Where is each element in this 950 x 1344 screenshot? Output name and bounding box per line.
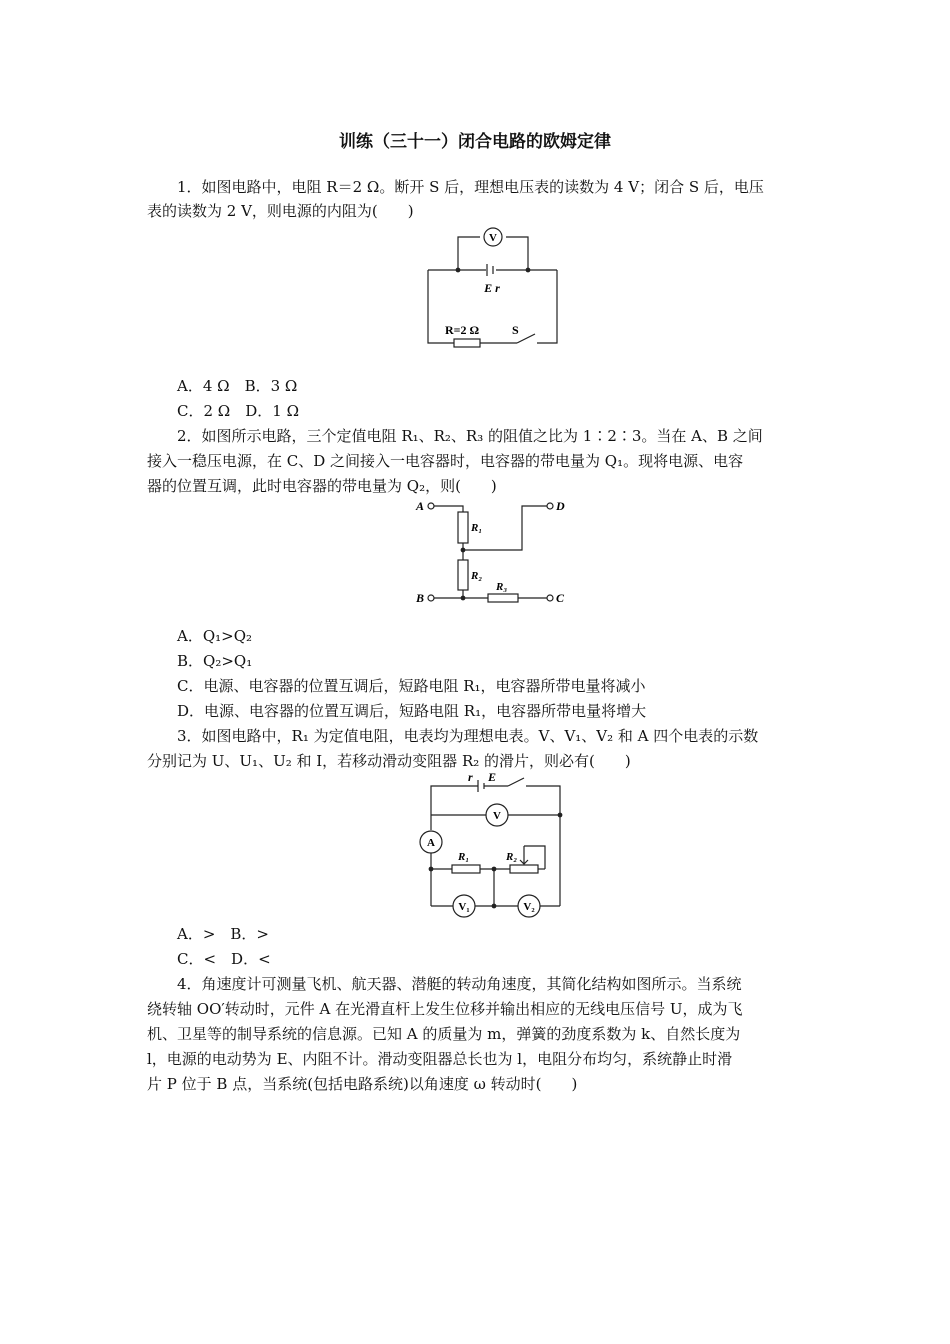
q3-stem-line2: 分别记为 U、U₁、U₂ 和 I，若移动滑动变阻器 R₂ 的滑片，则必有( ) bbox=[147, 752, 631, 770]
q1-voltmeter-label: V bbox=[489, 232, 497, 244]
q2-r2-label: R₂ bbox=[471, 570, 483, 582]
q2-stem-line1: 2．如图所示电路，三个定值电阻 R₁、R₂、R₃ 的阻值之比为 1∶2∶3。当在 A、B 之间 bbox=[177, 427, 763, 445]
q3-r2-label: R₂ bbox=[506, 851, 518, 863]
q3-options-cd: C．< D．< bbox=[177, 950, 271, 968]
q2-stem-line2: 接入一稳压电源，在 C、D 之间接入一电容器时，电容器的带电量为 Q₁。现将电源、电容 bbox=[147, 452, 744, 470]
q2-option-c: C．电源、电容器的位置互调后，短路电阻 R₁，电容器所带电量将减小 bbox=[177, 677, 646, 695]
q3-voltmeter-v1-label: V₁ bbox=[458, 901, 470, 913]
q1-options-cd: C．2 Ω D．1 Ω bbox=[177, 402, 299, 420]
q3-ammeter-label: A bbox=[427, 837, 435, 849]
q4-stem-line5: 片 P 位于 B 点，当系统(包括电路系统)以角速度 ω 转动时( ) bbox=[147, 1075, 578, 1093]
q1-resistor-label: R=2 Ω bbox=[445, 323, 480, 337]
q3-circuit-diagram bbox=[410, 770, 575, 920]
q2-r3-label: R₃ bbox=[496, 581, 508, 593]
q3-options-ab: A．> B．> bbox=[177, 925, 269, 943]
q3-r1-label: R₁ bbox=[458, 851, 470, 863]
q1-switch-label: S bbox=[512, 323, 519, 337]
q2-option-a: A．Q₁>Q₂ bbox=[177, 627, 253, 645]
q2-option-b: B．Q₂>Q₁ bbox=[177, 652, 253, 670]
q2-option-d: D．电源、电容器的位置互调后，短路电阻 R₁，电容器所带电量将增大 bbox=[177, 702, 647, 720]
q1-stem-line1: 1．如图电路中，电阻 R＝2 Ω。断开 S 后，理想电压表的读数为 4 V；闭合 S 后，电压 bbox=[177, 178, 764, 196]
q3-voltmeter-v-label: V bbox=[493, 810, 501, 822]
q3-stem-line1: 3．如图电路中，R₁ 为定值电阻，电表均为理想电表。V、V₁、V₂ 和 A 四个电表的示数 bbox=[177, 727, 759, 745]
page-title: 训练（三十一）闭合电路的欧姆定律 bbox=[339, 132, 611, 152]
q1-stem-line2: 表的读数为 2 V，则电源的内阻为( ) bbox=[147, 202, 414, 220]
q1-source-label: E r bbox=[484, 281, 500, 295]
q3-emf-label: E bbox=[488, 770, 497, 784]
q2-terminal-b: B bbox=[416, 591, 425, 605]
q2-terminal-a: A bbox=[416, 499, 425, 513]
q2-r1-label: R₁ bbox=[471, 522, 483, 534]
q2-terminal-d: D bbox=[556, 499, 565, 513]
q1-options-ab: A．4 Ω B．3 Ω bbox=[177, 377, 298, 395]
q3-voltmeter-v2-label: V₂ bbox=[523, 901, 535, 913]
q2-terminal-c: C bbox=[556, 591, 565, 605]
q4-stem-line1: 4．角速度计可测量飞机、航天器、潜艇的转动角速度，其简化结构如图所示。当系统 bbox=[177, 975, 742, 993]
q4-stem-line3: 机、卫星等的制导系统的信息源。已知 A 的质量为 m，弹簧的劲度系数为 k、自然长度为 bbox=[147, 1025, 741, 1043]
q4-stem-line2: 绕转轴 OO′转动时，元件 A 在光滑直杆上发生位移并输出相应的无线电压信号 U，成为飞 bbox=[147, 1000, 743, 1018]
q1-circuit-diagram bbox=[420, 222, 570, 352]
q4-stem-line4: l，电源的电动势为 E、内阻不计。滑动变阻器总长也为 l，电阻分布均匀，系统静止时滑 bbox=[147, 1050, 733, 1068]
q2-stem-line3: 器的位置互调，此时电容器的带电量为 Q₂，则( ) bbox=[147, 477, 497, 495]
q2-circuit-diagram bbox=[410, 496, 575, 610]
q3-internal-resistance-label: r bbox=[468, 770, 473, 784]
